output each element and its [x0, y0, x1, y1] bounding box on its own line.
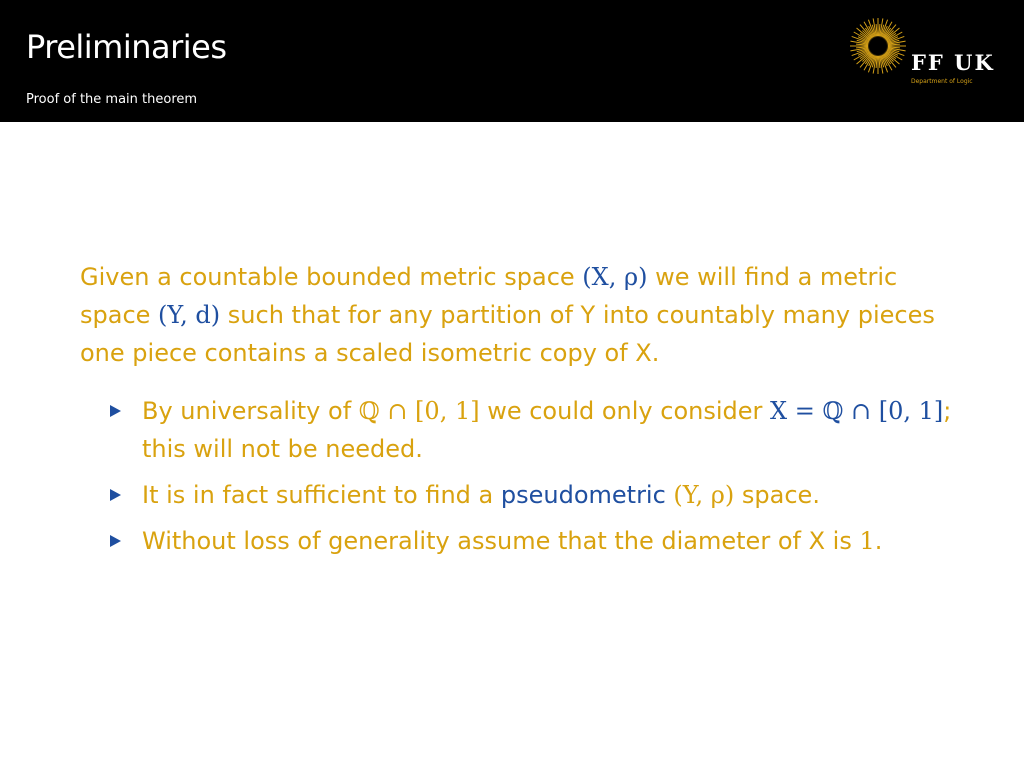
bullet-3-text-1: Without loss of generality assume that the diameter of X is [142, 527, 860, 555]
intro-text-1: Given a countable bounded metric space [80, 263, 583, 291]
slide-subtitle: Proof of the main theorem [26, 92, 198, 107]
header-bar [0, 0, 1024, 122]
bullet-triangle-icon [110, 535, 121, 547]
slide-title: Preliminaries [26, 28, 227, 66]
intro-paragraph [80, 258, 960, 372]
bullet-2-text-2: space. [734, 481, 820, 509]
bullet-item [80, 522, 960, 560]
intro-text-2: we will find a metric space [80, 263, 898, 329]
bullet-3-math-1: 1 [859, 527, 875, 555]
bullet-triangle-icon [110, 405, 121, 417]
bullet-1-text-3: ; this will not be needed. [142, 397, 952, 463]
bullet-1-math-1: ℚ ∩ [0, 1] [358, 397, 480, 425]
bullet-1-text-2: we could only consider [479, 397, 771, 425]
intro-text-3: such that for any partition of Y into countably many pieces one piece contains a scaled isometric copy of X. [80, 301, 935, 367]
bullet-item [80, 392, 960, 468]
bullet-1-text-1: By universality of [142, 397, 359, 425]
slide-content [80, 258, 960, 568]
logo-subtext: Department of Logic [911, 78, 973, 85]
bullet-3-text-2: . [874, 527, 883, 555]
logo-text: FF UK [911, 50, 995, 75]
bullet-item [80, 476, 960, 514]
bullet-2-text-1: It is in fact sufficient to find a [142, 481, 501, 509]
bullet-triangle-icon [110, 489, 121, 501]
bullet-1-math-2: X = ℚ ∩ [0, 1] [770, 397, 944, 425]
bullet-2-math-1: (Y, ρ) [665, 481, 735, 509]
intro-math-1: (X, ρ) [582, 263, 648, 291]
bullet-2-term: pseudometric [500, 481, 666, 509]
intro-math-2: (Y, d) [158, 301, 221, 329]
bullet-list [80, 392, 960, 560]
